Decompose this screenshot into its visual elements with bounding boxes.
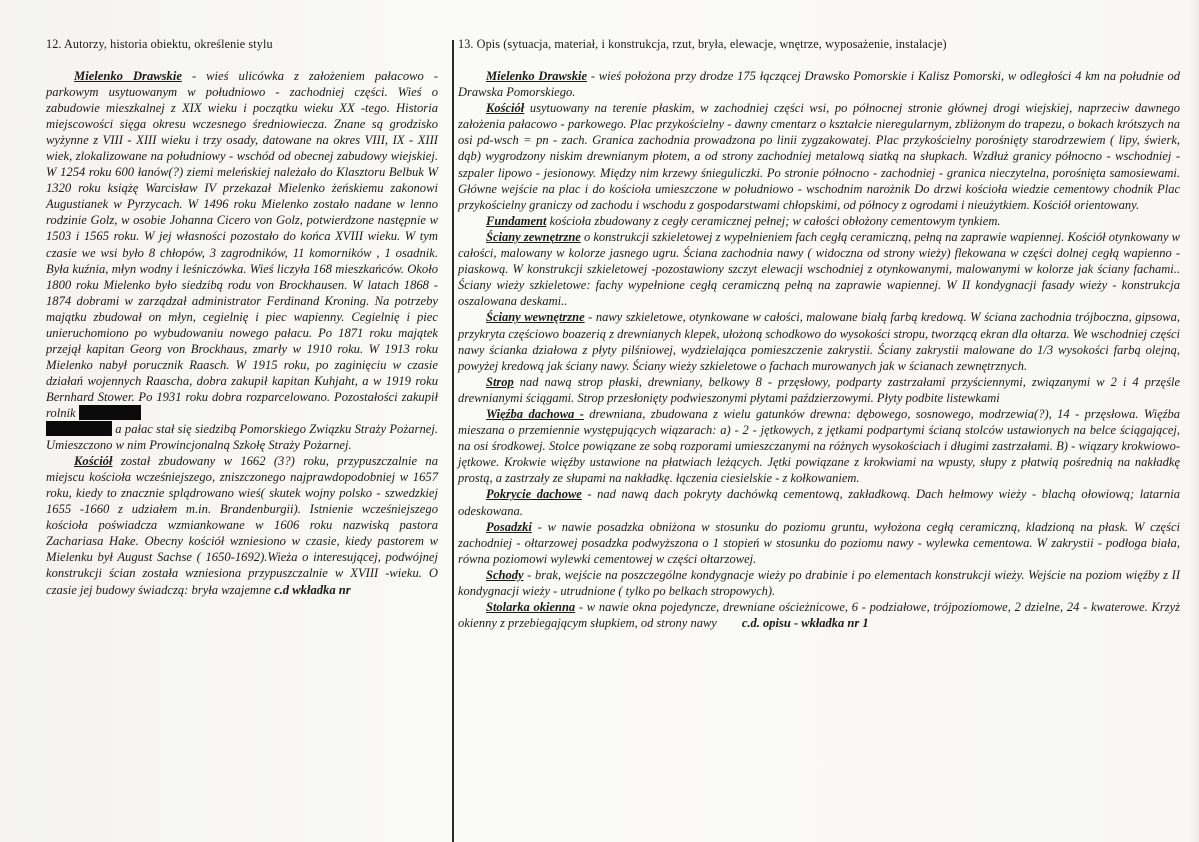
exterior-walls-paragraph [458, 229, 1180, 309]
page-edge-shadow [1189, 0, 1199, 842]
interior-walls-text: - nawy szkieletowe, otynkowane w całości, malowane białą farbą kredową. W ściana zachodnia trójboczna, gipsowa, przykryta częściowo boazerią z drewnianych klepek, ułożoną schodkowo do wysokości stropu, tworzącą ekran dla ołtarza. We wschodniej części nawy ścianka działowa z płyty pilśniowej, wydzielająca pomieszczenie zakrystii. Ściany zakrystii malowane do 1/3 wysokości farbą olejną, powyżej kredową jak ściany nawy. Ściany wieży szkieletowe o fachach murowanych jak w ścianach zewnętrznych. [458, 310, 1180, 373]
floors-text: - w nawie posadzka obniżona w stosunku do poziomu gruntu, wyłożona cegłą ceramiczną, kladzioną na płask. W części zachodniej - ołtarzowej posadzka podwyższona o 1 stopień w stosunku do poziomu nawy - wylewka cementowa. W zakrystii - podłoga biała, równa poziomowi wylewki cementowej w części ołtarzowej. [458, 519, 1180, 566]
roofing-label: Pokrycie dachowe [486, 487, 582, 502]
windows-paragraph [458, 599, 1180, 631]
section-12-heading: 12. Autorzy, historia obiektu, określenie stylu [46, 37, 273, 51]
village-paragraph [458, 68, 1180, 100]
roof-truss-text: drewniana, zbudowana z wielu gatunków drewna: dębowego, sosnowego, modrzewia(?), 14 - przęsłowa. Więźba mieszana o przemiennie występujących wiązarach: a) - 2 - jętkowych, z jętkami podpartymi ścianą stolców ustawionych na belce ściągającej, na osi środkowej. Stolce powiązane ze sobą rozporami umieszczanymi na różnych wysokościach i długimi zastrzałami. B) - wiązary krokwiowo- jętkowe. Krokwie więźby ustawione na płatwiach leżących. Jętki powiązane z krokwiami na wpusty, słupy z płatwią pośrednią na nakładkę prostą, a zastrzały ze słupami na nakładkę. łączenia ciesielskie - z kołkowaniem. [458, 406, 1180, 486]
roofing-text: - nad nawą dach pokryty dachówką cementową, zakładkową. Dach hełmowy wieży - blachą ołowiową; latarnia odeskowana. [458, 487, 1180, 518]
history-text-part-1: - wieś ulicówka z założeniem pałacowo - parkowym usytuowanym w południowo - zachodniej części. Wieś o zabudowie mieszkalnej z XIX wieku i początku wieku XX -tego. Historia miejscowości sięga okresu wczesnego średniowiecza. Znane są grodzisko wyżynne z VIII - XIII wieku i trzy osady, datowane na okres VIII, IX - XIII wiek, zlokalizowane na południowy - wschód od obecnej zabudowy wiejskiej. W 1254 roku 600 łanów(?) ziemi meleńskiej należało do Klasztoru Belbuk W 1320 roku książę Warcisław IV przekazał Mielenko żeńskiemu zakonowi Augustianek w Pyrzycach. W 1496 roku Mielenko zostało nadane w lenno rodzinie Golz, w osobie Johanna Cicero von Golz, potwierdzone następnie w 1503 i 1565 roku. W jej własności pozostało do końca XVIII wieku. W tym czasie we wsi było 8 chłopów, 3 zagrodników, 11 komorników , 1 osadnik. Była kuźnia, młyn wodny i leśniczówka. Wieś liczyła 168 mieszkańców. Około 1800 roku Mielenko było siedzibą rodu von Brockhausen. W latach 1868 - 1874 dobrami w zarządzał administrator Ferdinand Kroning. Na potrzeby majątku zbudował on młyn, cegielnię i piec wapienny. Cegielnię i piec unieruchomiono po wybudowaniu nowego pałacu. Po 1871 roku majątek przejął kapitan Georg von Brockhaus, zmarły w 1910 roku. W 1913 roku Mielenko nabył porucznik Raasch. W 1915 roku, po zaginięciu w czasie działań wojennych Raascha, dobra zakupił kapitan Kuhjaht, a w 1919 roku Bernhard Stower. Po 1931 roku dobra rozparcelowano. Pozostałości zakupił rolnik [46, 69, 438, 420]
exterior-walls-label: Ściany zewnętrzne [486, 229, 581, 244]
church-text: usytuowany na terenie płaskim, w zachodniej części wsi, po północnej stronie głównej drogi wiejskiej, naprzeciw dawnego założenia pałacowo - parkowego. Plac przykościelny - dawny cmentarz o kształcie nieregularnym, zbliżonym do trapezu, o bokach krótszych na osi pd-wsch = pn - zach. Granica zachodnia prowadzona po linii zygzakowatej. Plac przykościelny porośnięty starodrzewiem ( lipy, świerk, dąb) wygrodzony niskim drewnianym płotem, a od strony zachodniej metalową siatką na słupkach. Wzdłuż granicy północno - wschodniej - szpaler lipowo - jesionowy. Między nim krzewy śnieguliczki. Po stronie północno - zachodniej - granica nieczytelna, porośnięta samosiewami. Główne wejście na plac i do kościoła umieszczone w południowo - wschodnim narożnik Do drzwi kościoła wiedzie cementowy chodnik Plac przykościelny graniczy od zachodu i wschodu z gospodarstwami chłopskimi, od północy z ogrodami i nieużytkiem. Kościół orientowany. [458, 101, 1180, 212]
village-text: - wieś położona przy drodze 175 łączącej Drawsko Pomorskie i Kalisz Pomorski, w odległości 4 km na południe od Drawska Pomorskiego. [458, 69, 1180, 100]
description-text [458, 68, 1180, 631]
interior-walls-paragraph [458, 309, 1180, 373]
section-13-description [458, 36, 1180, 631]
foundation-label: Fundament [486, 213, 547, 228]
ceiling-text: nad nawą strop płaski, drewniany, belkowy 8 - przęsłowy, podparty zastrzałami przyściennymi, związanymi w 2 i 4 przęśle drewnianymi ściągami. Strop przesłonięty podwieszonymi płytami paździerzowymi. Płyty podbite listewkami [458, 374, 1180, 405]
history-paragraph [46, 68, 438, 453]
section-12-history [46, 36, 438, 598]
interior-walls-label: Ściany wewnętrzne [486, 310, 585, 325]
roof-truss-label: Więźba dachowa - [486, 406, 584, 421]
column-divider [452, 40, 454, 842]
history-text [46, 68, 438, 598]
history-text-part-2: a pałac stał się siedzibą Pomorskiego Związku Straży Pożarnej. Umieszczono w nim Prowincjonalną Szkołę Straży Pożarnej. [46, 422, 438, 453]
stairs-paragraph [458, 567, 1180, 599]
roof-truss-paragraph [458, 406, 1180, 486]
section-13-heading: 13. Opis (sytuacja, materiał, i konstrukcja, rzut, bryła, elewacje, wnętrze, wyposażenie, instalacje) [458, 37, 947, 51]
foundation-text: kościoła zbudowany z cegły ceramicznej pełnej; w całości obłożony cementowym tynkiem. [546, 213, 1001, 228]
floors-paragraph [458, 519, 1180, 567]
village-lead-term: Mielenko Drawskie [486, 69, 588, 83]
redaction-box [46, 421, 112, 436]
continued-note-left: c.d wkładka nr [274, 582, 351, 597]
history-lead-term: Mielenko Drawskie [74, 69, 182, 83]
exterior-walls-text: o konstrukcji szkieletowej z wypełnieniem fach cegłą ceramiczną, pełną na zaprawie wapiennej. Kościół otynkowany w całości, malowany w kolorze jasnego ugru. Ściana zachodnia nawy ( widoczna od strony wieży) flekowana w części dolnej cegłą wapienno -piaskową. W konstrukcji szkieletowej -pozostawiony szczyt elewacji wschodniej z otynkowanymi, malowanymi w kolorze jak ściany fachami.. Ściany wieży szkieletowe: fachy wypełnione cegłą ceramiczną pełną na zaprawie wapiennej. W II kondygnacji fasady wieży - konstrukcja oszalowana deskami.. [458, 229, 1180, 309]
church-paragraph [458, 100, 1180, 213]
roofing-paragraph [458, 486, 1180, 518]
redaction-box [79, 405, 141, 420]
foundation-paragraph [458, 213, 1180, 229]
church-history-lead-term: Kościół [74, 454, 113, 469]
church-history-paragraph [46, 453, 438, 597]
church-label: Kościół [486, 101, 525, 116]
continued-note-right: c.d. opisu - wkładka nr 1 [741, 616, 869, 631]
stairs-text: - brak, wejście na poszczególne kondygnacje wieży po drabinie i po elementach konstrukcji wieży. Wejście na poziom więźby z II kondygnacji wieży - utrudnione ( tylko po belkach stropowych). [458, 567, 1180, 598]
windows-text: - w nawie okna pojedyncze, drewniane ościeżnicowe, 6 - podziałowe, trójpoziomowe, 2 dzielne, 24 - kwaterowe. Krzyż okienny z przebiegającym słupkiem, od strony nawy [458, 600, 1180, 631]
stairs-label: Schody [486, 567, 524, 582]
ceiling-label: Strop [486, 374, 514, 389]
church-history-text: został zbudowany w 1662 (3?) roku, przypuszczalnie na miejscu kościoła wcześniejszego, zniszczonego najprawdopodobniej w 1657 roku, kiedy to znacznie splądrowano wieś( skutek wojny polsko - szwedzkiej 1655 -1660 z udziałem m.in. Brandenburgii). Istnienie wcześniejszego kościoła poświadcza wzmiankowane w 1606 roku nazwiskq pastora Zachariasa Hake. Obecny kościół wzniesiono w czasie, kiedy pastorem w Mielenku był August Sachse ( 1650-1692).Wieża o interesującej, podwójnej konstrukcji ścian została wzniesiona przypuszczalnie w XVIII -wieku. O czasie jej budowy świadczą: bryła wzajemne [46, 454, 438, 597]
floors-label: Posadzki [486, 519, 532, 534]
windows-label: Stolarka okienna [486, 600, 576, 615]
ceiling-paragraph [458, 374, 1180, 406]
